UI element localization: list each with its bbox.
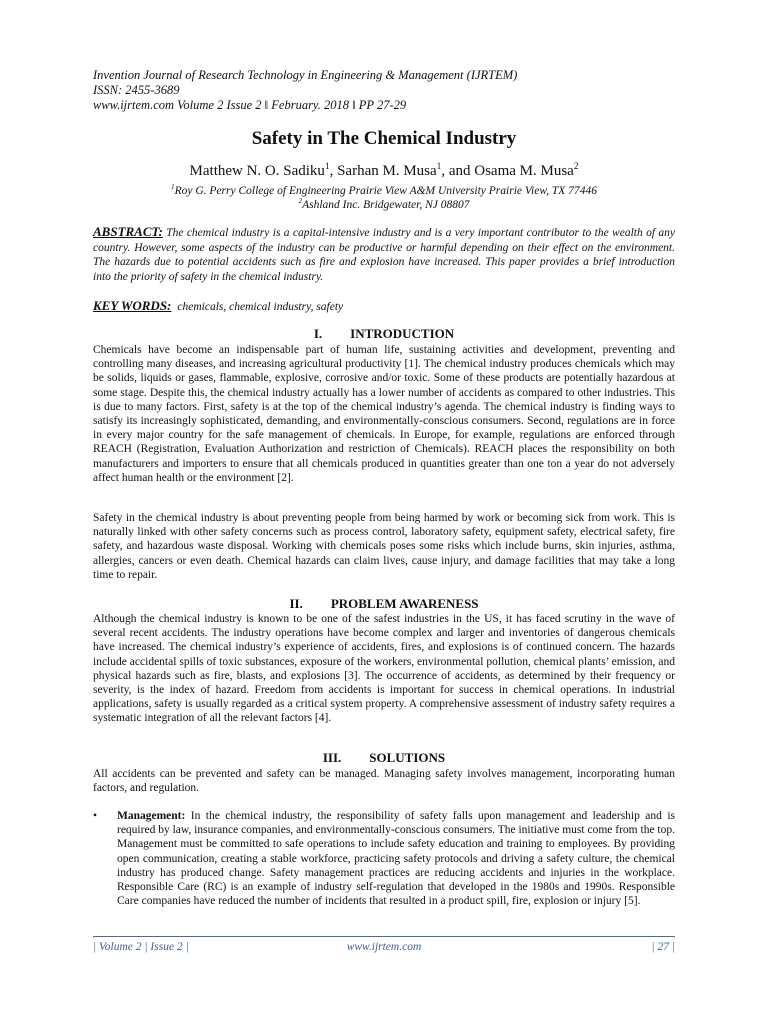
affiliation-2-mark: 2 xyxy=(298,197,303,206)
keywords-text: chemicals, chemical industry, safety xyxy=(177,301,344,313)
affiliation-1-text: Roy G. Perry College of Engineering Prairie View A&M University Prairie View, TX 77446 xyxy=(174,185,597,197)
section-number: I. xyxy=(313,326,323,341)
footer-volume-issue: | Volume 2 | Issue 2 | xyxy=(93,941,189,953)
author-2-affil: 1 xyxy=(436,162,442,172)
abstract-label: ABSTRACT: xyxy=(93,224,163,239)
intro-paragraph-1: Chemicals have become an indispensable part of human life, sustaining activities and development, preventing and controlling many diseases, and increasing agricultural productivity [1]. The chemical industry produces chemicals which may be solids, liquids or gases, flammable, explosive, corrosive and/or toxic. Some of these products are potentially hazardous at some stage. Despite this, the chemical industry actually has a lower number of accidents as compared to other industries. This is due to many factors. First, safety is at the top of the chemical industry’s agenda. The chemical industry is finding ways to satisfy its increasingly sophisticated, demanding, and environmentally-conscious consumers. Second, regulations are in force in every major country for the safe management of chemicals. In Europe, for example, regulations are enforced through REACH (Registration, Evaluation Authorization and restriction of Chemicals). REACH places the responsibility on both manufacturers and importers to ensure that all chemicals produced in quantities greater than one ton a year do not adversely affect human health or the environment [2]. xyxy=(93,344,675,484)
journal-name: Invention Journal of Research Technology in Engineering & Management (IJRTEM) xyxy=(93,68,518,82)
problem-paragraph-1: Although the chemical industry is known to be one of the safest industries in the US, it has faced scrutiny in the wave of several recent accidents. The industry operations have become complex and larger and inventories of dangerous chemicals have increased. The chemical industry’s experience of accidents, fires, and explosions is of continued concern. The hazards include accidental spills of toxic substances, exposure of the workers, environmental pollution, chemical plants’ emission, and physical hazards such as fire, blasts, and explosions [3]. The occurrence of accidents, as determined by their frequency or severity, is the index of hazard. Freedom from accidents is important for success in chemical operations. In industrial applications, safety is usually regarded as a critical system property. A comprehensive assessment of industry safety requires a systematic integration of all the relevant factors [4]. xyxy=(93,613,675,725)
section-number: II. xyxy=(289,596,303,611)
author-1-affil: 1 xyxy=(324,162,330,172)
section-title: PROBLEM AWARENESS xyxy=(330,596,479,611)
bullet-item-management xyxy=(93,809,675,908)
section-heading-problem-awareness xyxy=(0,596,768,612)
footer-page-number: | 27 | xyxy=(651,941,675,953)
affiliation-2-text: Ashland Inc. Bridgewater, NJ 08807 xyxy=(302,199,470,211)
section-heading-solutions xyxy=(0,750,768,766)
solutions-paragraph-1: All accidents can be prevented and safety can be managed. Managing safety involves management, incorporating human factors, and regulation. xyxy=(93,768,675,795)
journal-issn: ISSN: 2455-3689 xyxy=(93,83,180,97)
footer-divider xyxy=(93,936,675,937)
section-number: III. xyxy=(322,750,342,765)
author-3-affil: 2 xyxy=(573,162,579,172)
section-heading-introduction xyxy=(0,326,768,342)
journal-header xyxy=(93,68,693,113)
bullet-label: Management: xyxy=(117,810,186,822)
bullet-text xyxy=(117,809,675,908)
author-3: , and Osama M. Musa xyxy=(441,163,574,179)
abstract-text: The chemical industry is a capital-intensive industry and is a very important contributor to the wealth of any country. However, some aspects of the industry can be productive or harmful depending on their effect on the environment. The hazards due to potential accidents such as fire and explosion have increased. This paper provides a brief introduction into the priority of safety in the chemical industry. xyxy=(93,227,675,283)
section-title: SOLUTIONS xyxy=(369,750,446,765)
bullet-dot-icon: • xyxy=(93,810,98,822)
bullet-body: In the chemical industry, the responsibility of safety falls upon management and leadership and is required by law, insurance companies, and environmentally-conscious consumers. The initiative must come from the top. Management must be committed to safe operations to include safety education and training to employees. By providing open communication, creating a stable workforce, practicing safety protocols and driving a safety culture, the chemical industry has produced change. Safety management practices are reducing accidents and injuries in the workplace. Responsible Care (RC) is an example of industry self-regulation that developed in the 1980s and 1990s. Responsible Care companies have reduced the number of incidents that resulted in a product spill, fire, explosion or injury [5]. xyxy=(117,810,675,908)
author-list xyxy=(0,163,768,180)
author-1: Matthew N. O. Sadiku xyxy=(189,163,325,179)
keywords xyxy=(93,298,675,314)
abstract xyxy=(93,225,675,284)
paper-title: Safety in The Chemical Industry xyxy=(251,128,517,149)
section-title: INTRODUCTION xyxy=(350,326,455,341)
affiliation-1 xyxy=(0,184,768,198)
author-2: , Sarhan M. Musa xyxy=(329,163,437,179)
journal-issue-line: www.ijrtem.com Volume 2 Issue 2 ǁ February. 2018 ǁ PP 27-29 xyxy=(93,98,407,112)
affiliation-1-mark: 1 xyxy=(171,183,175,192)
footer-website: www.ijrtem.com xyxy=(346,941,422,953)
intro-paragraph-2: Safety in the chemical industry is about preventing people from being harmed by work or becoming sick from work. This is naturally linked with other safety concerns such as process control, laboratory safety, equipment safety, electrical safety, fire safety, and hazardous waste disposal. Working with chemicals poses some risks which include burns, skin injuries, asthma, allergies, cancers or even death. Chemical hazards can claim lives, cause injury, and damage facilities that may take a long time to repair. xyxy=(93,512,675,581)
keywords-label: KEY WORDS: xyxy=(93,298,172,313)
affiliation-2 xyxy=(0,198,768,212)
